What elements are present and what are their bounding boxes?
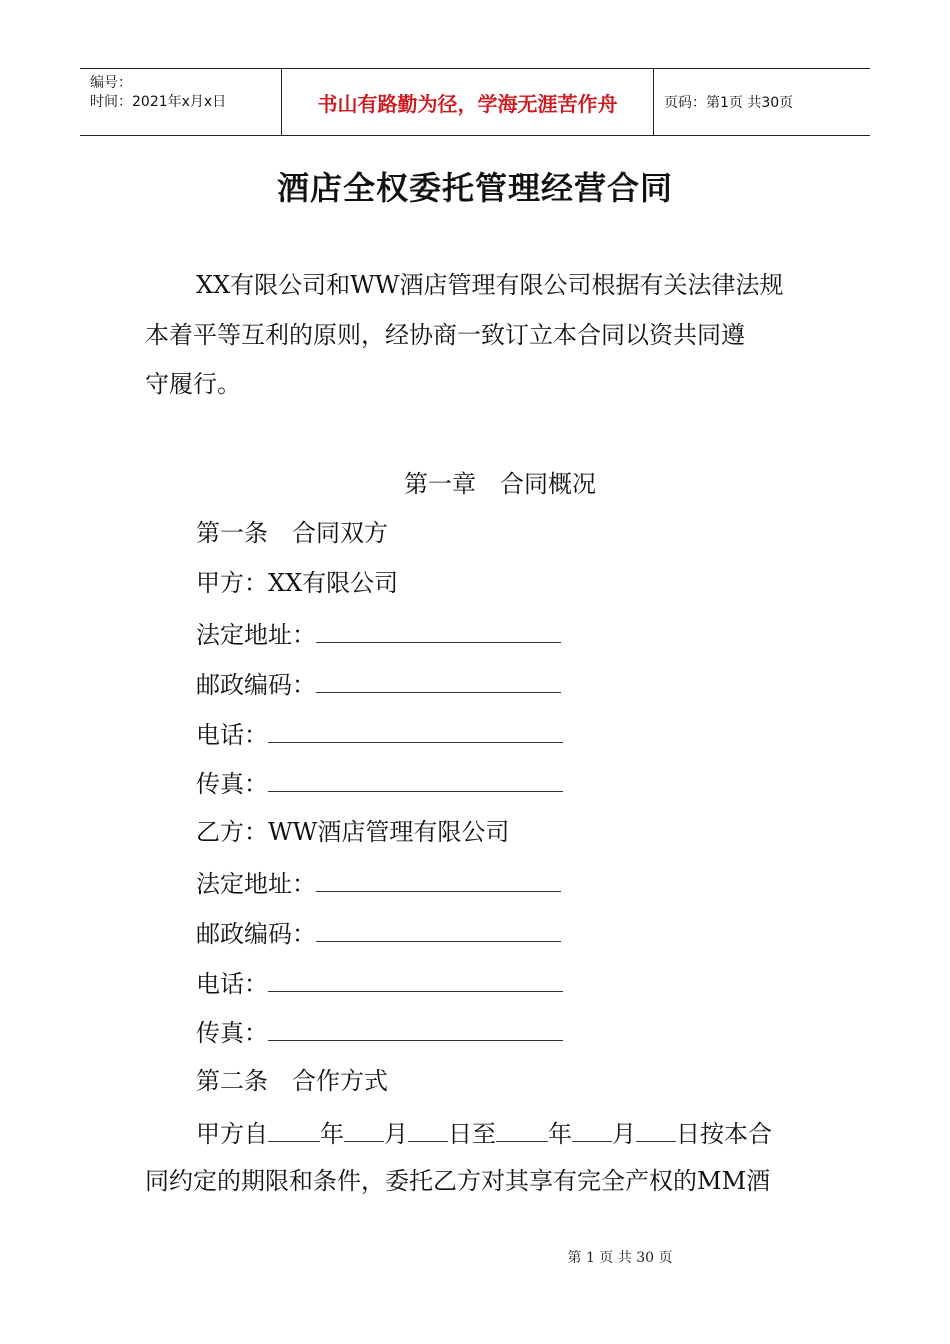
party-a-address-label: 法定地址： xyxy=(196,621,316,649)
start-year-blank[interactable] xyxy=(268,1117,320,1142)
cooperation-end-text: 日按本合 xyxy=(676,1120,772,1148)
party-b-phone-row xyxy=(196,967,563,999)
party-b-fax-row xyxy=(196,1016,563,1048)
start-year-label: 年 xyxy=(320,1120,344,1148)
end-year-blank[interactable] xyxy=(496,1117,548,1142)
start-month-blank[interactable] xyxy=(344,1117,384,1142)
party-a-postcode-blank[interactable] xyxy=(316,668,561,693)
end-month-blank[interactable] xyxy=(572,1117,612,1142)
party-a-fax-row xyxy=(196,767,563,799)
article-2-line-1 xyxy=(196,1117,772,1149)
party-a-address-blank[interactable] xyxy=(316,618,561,643)
party-a-phone-row xyxy=(196,718,563,750)
party-a-postcode-row xyxy=(196,668,561,700)
party-a-fax-label: 传真： xyxy=(196,770,268,798)
party-a-postcode-label: 邮政编码： xyxy=(196,671,316,699)
header-meta-cell xyxy=(80,69,282,135)
party-b-fax-label: 传真： xyxy=(196,1019,268,1047)
party-a-name: 甲方：XX有限公司 xyxy=(196,569,399,597)
cooperation-from-text: 甲方自 xyxy=(196,1120,268,1148)
party-b-postcode-blank[interactable] xyxy=(316,917,561,942)
chapter-heading: 第一章 合同概况 xyxy=(404,470,596,498)
party-b-fax-blank[interactable] xyxy=(268,1016,563,1041)
party-a-phone-blank[interactable] xyxy=(268,718,563,743)
article-2-heading: 第二条 合作方式 xyxy=(196,1067,388,1095)
start-day-blank[interactable] xyxy=(408,1117,448,1142)
intro-line-1: XX有限公司和WW酒店管理有限公司根据有关法律法规 xyxy=(196,271,784,299)
intro-line-3: 守履行。 xyxy=(145,370,241,398)
page-footer: 第 1 页 共 30 页 xyxy=(567,1250,673,1266)
end-day-blank[interactable] xyxy=(636,1117,676,1142)
party-a-fax-blank[interactable] xyxy=(268,767,563,792)
page-header xyxy=(80,68,870,136)
header-page-info: 页码：第1页 共30页 xyxy=(664,95,794,111)
start-day-to-label: 日至 xyxy=(448,1120,496,1148)
document-time-label: 时间：2021年x月x日 xyxy=(90,94,227,110)
party-b-postcode-label: 邮政编码： xyxy=(196,920,316,948)
document-number-label: 编号： xyxy=(90,75,132,91)
end-month-label: 月 xyxy=(612,1120,636,1148)
header-motto: 书山有路勤为径，学海无涯苦作舟 xyxy=(282,69,654,135)
intro-line-2: 本着平等互利的原则，经协商一致订立本合同以资共同遵 xyxy=(145,321,745,349)
party-b-phone-label: 电话： xyxy=(196,970,268,998)
party-b-postcode-row xyxy=(196,917,561,949)
party-b-address-label: 法定地址： xyxy=(196,870,316,898)
party-a-address-row xyxy=(196,618,561,650)
end-year-label: 年 xyxy=(548,1120,572,1148)
party-b-address-row xyxy=(196,867,561,899)
start-month-label: 月 xyxy=(384,1120,408,1148)
party-b-address-blank[interactable] xyxy=(316,867,561,892)
article-2-line-2: 同约定的期限和条件，委托乙方对其享有完全产权的MM酒 xyxy=(145,1167,771,1195)
article-1-heading: 第一条 合同双方 xyxy=(196,519,388,547)
party-a-phone-label: 电话： xyxy=(196,721,268,749)
document-title: 酒店全权委托管理经营合同 xyxy=(276,169,673,207)
party-b-name: 乙方：WW酒店管理有限公司 xyxy=(196,818,510,846)
party-b-phone-blank[interactable] xyxy=(268,967,563,992)
